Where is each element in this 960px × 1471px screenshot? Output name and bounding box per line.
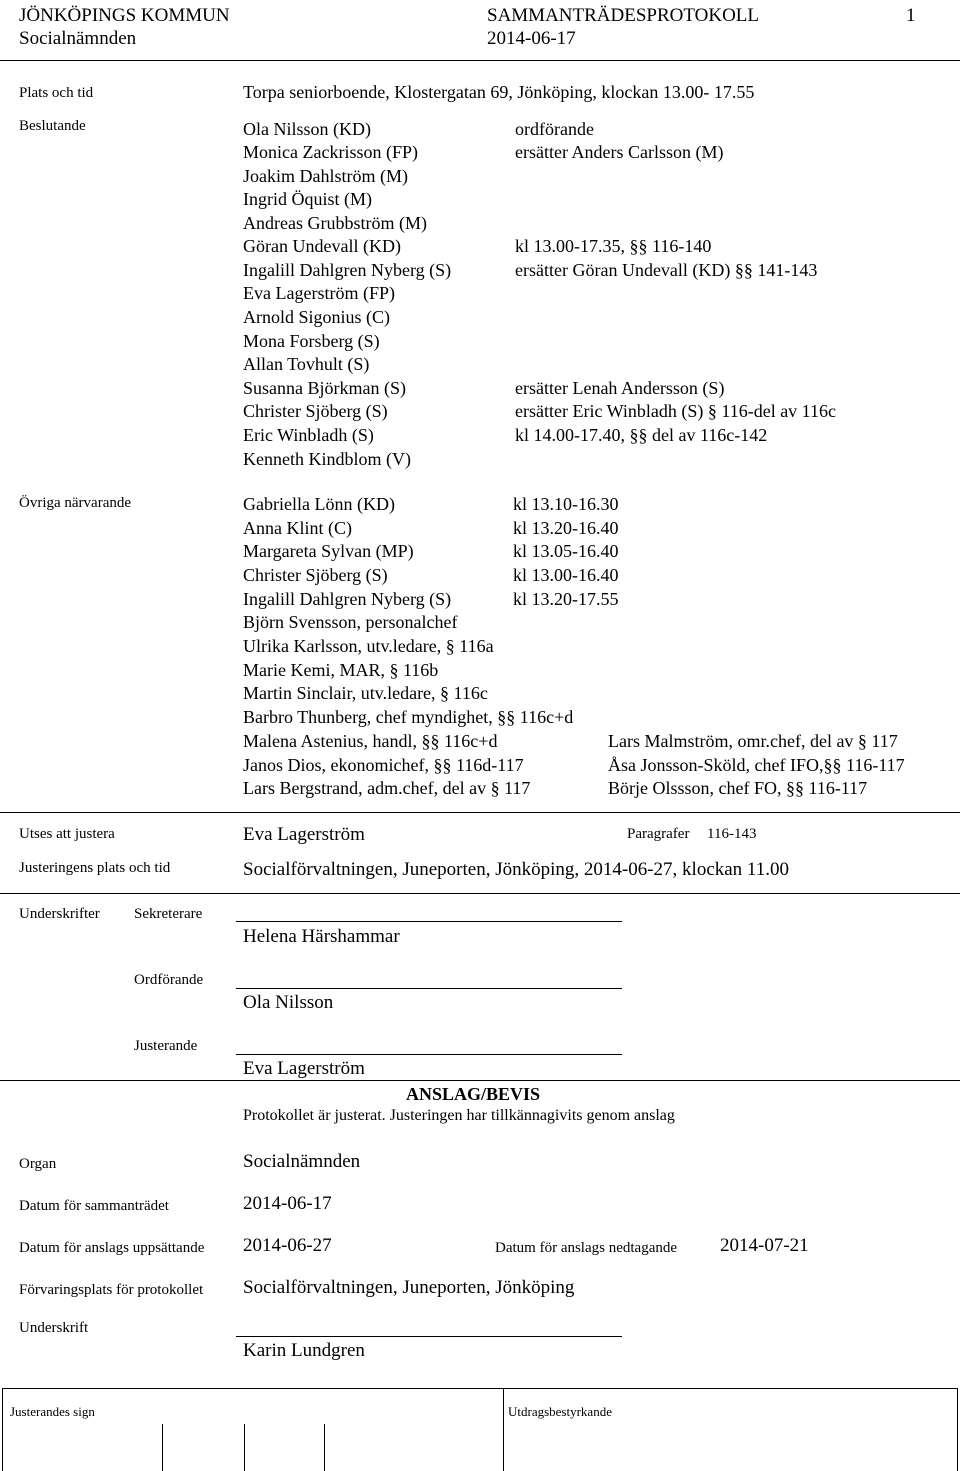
attendee-name: Anna Klint (C) bbox=[243, 518, 352, 538]
chair-label: Ordförande bbox=[134, 972, 204, 988]
attendee-line: Ulrika Karlsson, utv.ledare, § 116a bbox=[243, 636, 494, 656]
department-name: Socialnämnden bbox=[19, 28, 137, 49]
section-rule bbox=[0, 893, 960, 894]
meeting-date-value: 2014-06-17 bbox=[243, 1193, 332, 1214]
member-note: kl 14.00-17.40, §§ del av 116c-142 bbox=[515, 425, 768, 445]
attendee-left: Lars Bergstrand, adm.chef, del av § 117 bbox=[243, 778, 531, 798]
member-note: ordförande bbox=[515, 119, 594, 139]
member-name: Ingalill Dahlgren Nyberg (S) bbox=[243, 260, 452, 280]
adjust-place-label: Justeringens plats och tid bbox=[19, 860, 171, 876]
document-title: SAMMANTRÄDESPROTOKOLL bbox=[487, 5, 760, 26]
sign-cell-divider bbox=[324, 1424, 325, 1471]
section-rule bbox=[0, 1080, 960, 1081]
removed-date-label: Datum för anslags nedtagande bbox=[495, 1240, 678, 1256]
adjuster-name: Eva Lagerström bbox=[243, 824, 365, 845]
footer-box-divider bbox=[503, 1388, 504, 1471]
adjuster-sign-label: Justerande bbox=[134, 1038, 198, 1054]
attendee-line: Martin Sinclair, utv.ledare, § 116c bbox=[243, 683, 488, 703]
storage-label: Förvaringsplats för protokollet bbox=[19, 1282, 204, 1298]
sign-cell-divider bbox=[244, 1424, 245, 1471]
attendee-right: Åsa Jonsson-Sköld, chef IFO,§§ 116-117 bbox=[608, 755, 905, 775]
others-present-label: Övriga närvarande bbox=[19, 495, 132, 511]
signature-name: Karin Lundgren bbox=[243, 1340, 365, 1361]
attendee-time: kl 13.20-16.40 bbox=[513, 518, 619, 538]
secretary-signature-line bbox=[236, 921, 622, 922]
attendee-time: kl 13.20-17.55 bbox=[513, 589, 619, 609]
adjuster-signature-line bbox=[236, 1054, 622, 1055]
organ-label: Organ bbox=[19, 1156, 57, 1172]
attendee-line: Marie Kemi, MAR, § 116b bbox=[243, 660, 439, 680]
meeting-date-label: Datum för sammanträdet bbox=[19, 1198, 169, 1214]
posted-date-label: Datum för anslags uppsättande bbox=[19, 1240, 205, 1256]
attendee-left: Malena Astenius, handl, §§ 116c+d bbox=[243, 731, 498, 751]
member-note: ersätter Göran Undevall (KD) §§ 141-143 bbox=[515, 260, 818, 280]
signatures-label: Underskrifter bbox=[19, 906, 100, 922]
attendee-time: kl 13.00-16.40 bbox=[513, 565, 619, 585]
member-name: Göran Undevall (KD) bbox=[243, 236, 401, 256]
organ-value: Socialnämnden bbox=[243, 1151, 361, 1172]
member-name: Monica Zackrisson (FP) bbox=[243, 142, 418, 162]
member-name: Joakim Dahlström (M) bbox=[243, 166, 408, 186]
member-name: Mona Forsberg (S) bbox=[243, 331, 380, 351]
signature-label: Underskrift bbox=[19, 1320, 89, 1336]
attendee-left: Janos Dios, ekonomichef, §§ 116d-117 bbox=[243, 755, 524, 775]
member-note: ersätter Anders Carlsson (M) bbox=[515, 142, 724, 162]
document-date: 2014-06-17 bbox=[487, 28, 576, 49]
posted-date-value: 2014-06-27 bbox=[243, 1235, 332, 1256]
attendee-time: kl 13.05-16.40 bbox=[513, 541, 619, 561]
org-name: JÖNKÖPINGS KOMMUN bbox=[19, 5, 230, 26]
member-name: Kenneth Kindblom (V) bbox=[243, 449, 411, 469]
member-note: ersätter Lenah Andersson (S) bbox=[515, 378, 725, 398]
attendee-name: Margareta Sylvan (MP) bbox=[243, 541, 414, 561]
adjuster-label: Utses att justera bbox=[19, 826, 115, 842]
attendee-line: Barbro Thunberg, chef myndighet, §§ 116c+d bbox=[243, 707, 574, 727]
section-rule bbox=[0, 812, 960, 813]
member-name: Allan Tovhult (S) bbox=[243, 354, 370, 374]
footer-box-left bbox=[2, 1388, 3, 1471]
attendee-right: Börje Olssson, chef FO, §§ 116-117 bbox=[608, 778, 868, 798]
paragraphs-label: Paragrafer bbox=[627, 826, 690, 842]
member-name: Susanna Björkman (S) bbox=[243, 378, 406, 398]
footer-box-top bbox=[2, 1388, 958, 1389]
header-rule bbox=[0, 60, 960, 61]
place-time-value: Torpa seniorboende, Klostergatan 69, Jönköping, klockan 13.00- 17.55 bbox=[243, 82, 755, 102]
storage-value: Socialförvaltningen, Juneporten, Jönköping bbox=[243, 1277, 575, 1298]
member-name: Christer Sjöberg (S) bbox=[243, 401, 388, 421]
member-name: Ola Nilsson (KD) bbox=[243, 119, 371, 139]
attendee-name: Gabriella Lönn (KD) bbox=[243, 494, 395, 514]
extract-certify-label: Utdragsbestyrkande bbox=[508, 1404, 612, 1419]
sign-cell-divider bbox=[162, 1424, 163, 1471]
attendee-time: kl 13.10-16.30 bbox=[513, 494, 619, 514]
notice-text: Protokollet är justerat. Justeringen har tillkännagivits genom anslag bbox=[243, 1107, 675, 1124]
paragraphs-value: 116-143 bbox=[707, 826, 757, 842]
secretary-label: Sekreterare bbox=[134, 906, 203, 922]
attendee-right: Lars Malmström, omr.chef, del av § 117 bbox=[608, 731, 898, 751]
adjuster-sign-name: Eva Lagerström bbox=[243, 1058, 365, 1079]
attendee-name: Christer Sjöberg (S) bbox=[243, 565, 388, 585]
notice-title: ANSLAG/BEVIS bbox=[406, 1084, 541, 1104]
chair-name: Ola Nilsson bbox=[243, 992, 334, 1013]
attendee-line: Björn Svensson, personalchef bbox=[243, 612, 458, 632]
footer-box-right bbox=[957, 1388, 958, 1471]
adjust-place-value: Socialförvaltningen, Juneporten, Jönköping, 2014-06-27, klockan 11.00 bbox=[243, 859, 789, 880]
secretary-name: Helena Härshammar bbox=[243, 926, 400, 947]
notice-signature-line bbox=[236, 1336, 622, 1337]
member-name: Andreas Grubbström (M) bbox=[243, 213, 427, 233]
removed-date-value: 2014-07-21 bbox=[720, 1235, 809, 1256]
chair-signature-line bbox=[236, 988, 622, 989]
member-name: Arnold Sigonius (C) bbox=[243, 307, 391, 327]
attendee-name: Ingalill Dahlgren Nyberg (S) bbox=[243, 589, 452, 609]
decision-makers-label: Beslutande bbox=[19, 118, 86, 134]
member-name: Eric Winbladh (S) bbox=[243, 425, 374, 445]
adjusters-sign-label: Justerandes sign bbox=[10, 1404, 95, 1419]
page-number: 1 bbox=[906, 5, 916, 26]
member-name: Ingrid Öquist (M) bbox=[243, 189, 372, 209]
place-time-label: Plats och tid bbox=[19, 85, 94, 101]
member-note: kl 13.00-17.35, §§ 116-140 bbox=[515, 236, 712, 256]
member-note: ersätter Eric Winbladh (S) § 116-del av 116c bbox=[515, 401, 837, 421]
member-name: Eva Lagerström (FP) bbox=[243, 283, 395, 303]
